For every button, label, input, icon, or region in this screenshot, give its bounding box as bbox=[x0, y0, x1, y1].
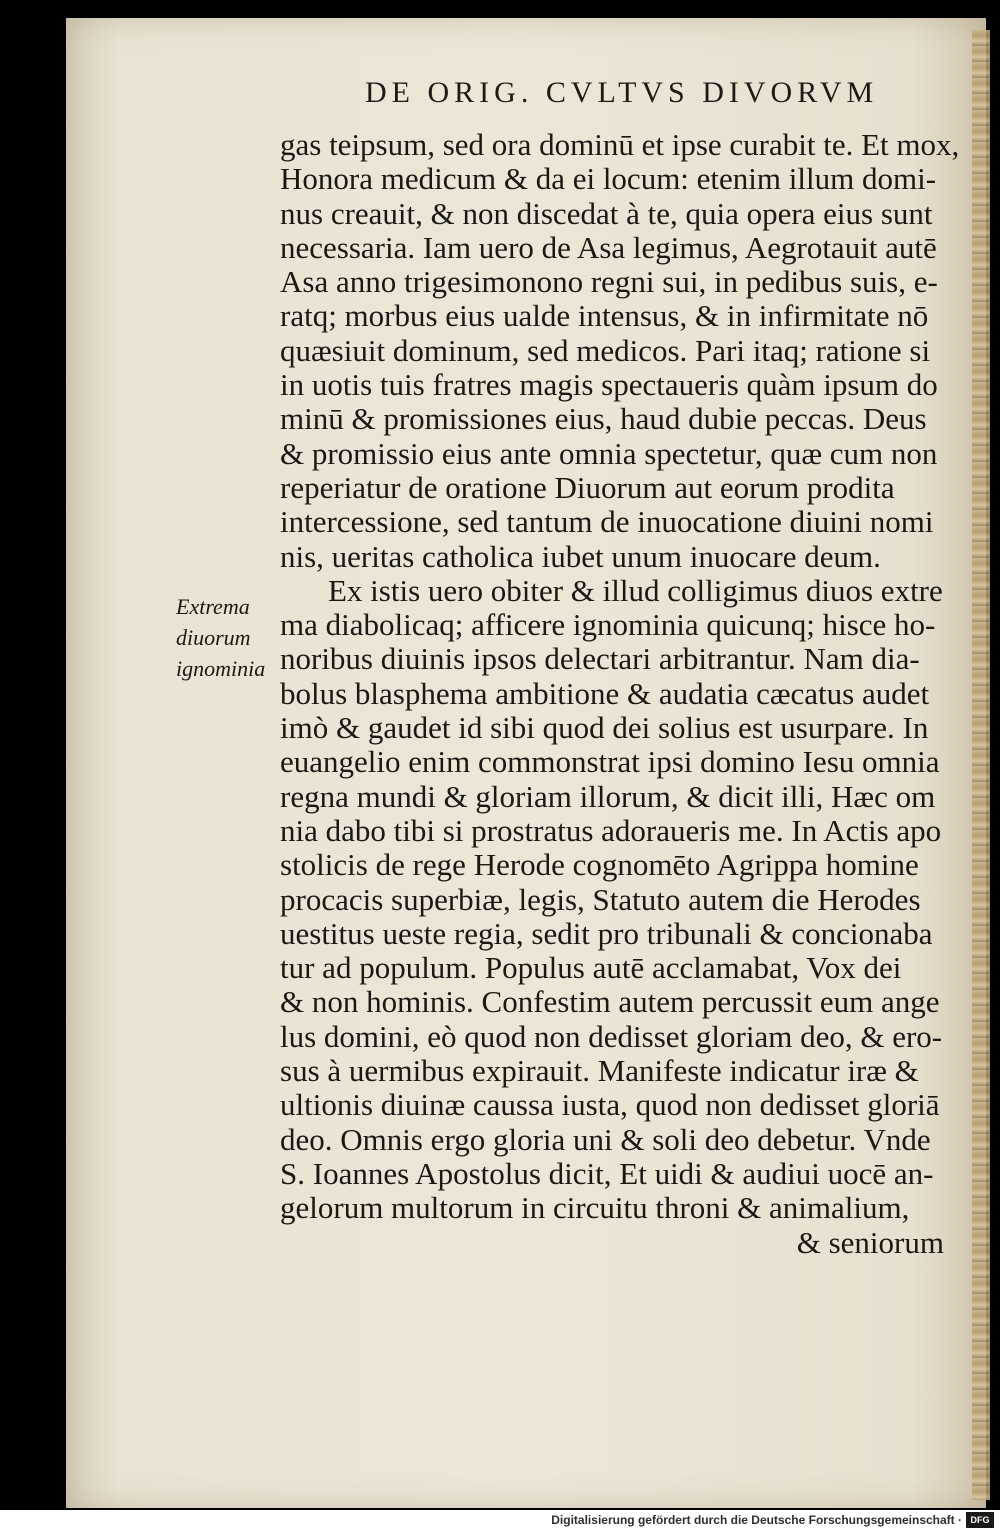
text-line: in uotis tuis fratres magis spectaueris quàm ipsum do bbox=[280, 367, 938, 403]
text-line: minū & promissiones eius, haud dubie peccas. Deus bbox=[280, 401, 927, 437]
text-line: ultionis diuinæ caussa iusta, quod non dedisset gloriā bbox=[280, 1087, 940, 1123]
text-line: quæsiuit dominum, sed medicos. Pari itaq; ratione si bbox=[280, 332, 931, 368]
text-line: reperiatur de oratione Diuorum aut eorum prodita bbox=[280, 469, 895, 505]
text-line: stolicis de rege Herode cognomēto Agrippa homine bbox=[280, 847, 919, 883]
text-line: Honora medicum & da ei locum: etenim illum domi- bbox=[280, 161, 937, 197]
text-line: & non hominis. Confestim autem percussit eum ange bbox=[280, 984, 940, 1020]
text-line: gas teipsum, sed ora dominū et ipse curabit te. Et mox, bbox=[280, 127, 960, 162]
text-line: nis, ueritas catholica iubet unum inuocare deum. bbox=[280, 538, 881, 574]
text-line: sus à uermibus expirauit. Manifeste indicatur iræ & bbox=[280, 1053, 919, 1089]
text-line: noribus diuinis ipsos delectari arbitrantur. Nam dia- bbox=[280, 641, 920, 677]
running-head: DE ORIG. CVLTVS DIVORVM bbox=[365, 76, 879, 109]
text-line: S. Ioannes Apostolus dicit, Et uidi & audiui uocē an- bbox=[280, 1155, 934, 1191]
text-line: lus domini, eò quod non dedisset gloriam deo, & ero- bbox=[280, 1018, 943, 1054]
catchword: & seniorum bbox=[796, 1224, 944, 1260]
margin-note-line: Extrema bbox=[176, 594, 250, 619]
body-text bbox=[280, 128, 980, 1260]
text-line: tur ad populum. Populus autē acclamabat, Vox dei bbox=[280, 950, 902, 986]
dfg-logo-icon: DFG bbox=[966, 1512, 994, 1528]
text-line: & promissio eius ante omnia spectetur, quæ cum non bbox=[280, 435, 938, 471]
text-line: uestitus ueste regia, sedit pro tribunali & concionaba bbox=[280, 915, 933, 951]
text-line: ratq; morbus eius ualde intensus, & in infirmitate nō bbox=[280, 298, 929, 334]
margin-note-line: ignominia bbox=[176, 656, 266, 681]
footer-credit: Digitalisierung gefördert durch die Deutsche Forschungsgemeinschaft · bbox=[551, 1513, 962, 1527]
footer-bar bbox=[0, 1510, 1000, 1532]
text-line: procacis superbiæ, legis, Statuto autem die Herodes bbox=[280, 881, 921, 917]
margin-note-line: diuorum bbox=[176, 625, 251, 650]
text-line: gelorum multorum in circuitu throni & animalium, bbox=[280, 1190, 910, 1226]
text-line: bolus blasphema ambitione & audatia cæcatus audet bbox=[280, 675, 930, 711]
text-line: nia dabo tibi si prostratus adoraueris me. In Actis apo bbox=[280, 812, 942, 848]
text-line: ma diabolicaq; afficere ignominia quicunq; hisce ho- bbox=[280, 607, 936, 643]
text-line: Ex istis uero obiter & illud colligimus diuos extre bbox=[328, 572, 943, 608]
text-line: necessaria. Iam uero de Asa legimus, Aegrotauit autē bbox=[280, 229, 937, 265]
text-line: imò & gaudet id sibi quod dei solius est usurpare. In bbox=[280, 710, 929, 746]
text-line: regna mundi & gloriam illorum, & dicit illi, Hæc om bbox=[280, 778, 936, 814]
margin-note bbox=[176, 591, 286, 684]
text-line: deo. Omnis ergo gloria uni & soli deo debetur. Vnde bbox=[280, 1121, 931, 1157]
text-line: intercessione, sed tantum de inuocatione diuini nomi bbox=[280, 504, 934, 540]
text-line: nus creauit, & non discedat à te, quia opera eius sunt bbox=[280, 195, 933, 231]
text-line: Asa anno trigesimonono regni sui, in pedibus suis, e- bbox=[280, 264, 938, 300]
text-line: euangelio enim commonstrat ipsi domino Iesu omnia bbox=[280, 744, 940, 780]
